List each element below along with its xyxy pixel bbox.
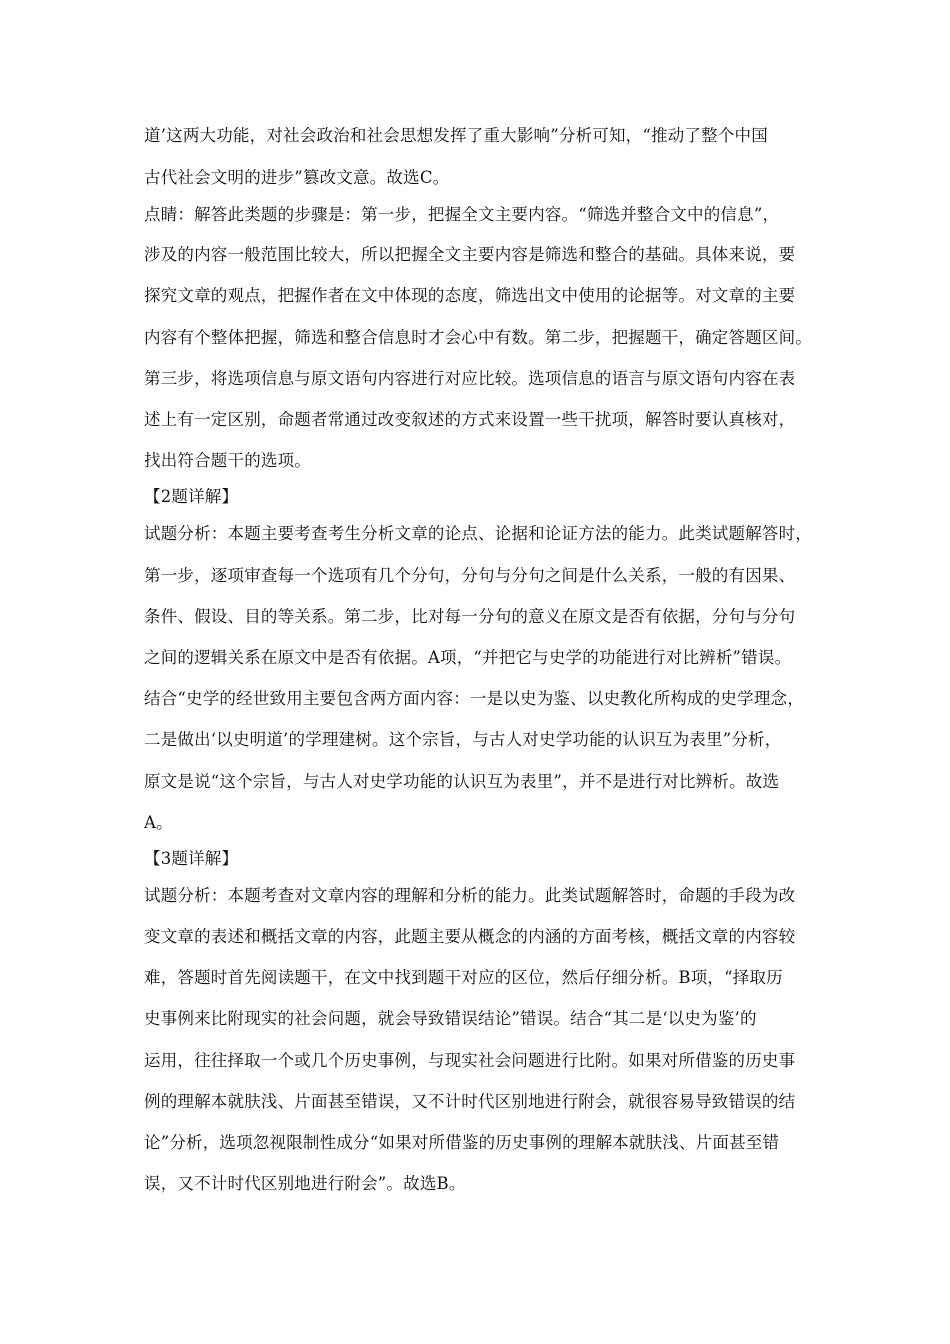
paragraph-line: 难，答题时首先阅读题干，在文中找到题干对应的区位，然后仔细分析。B项，“择取历 — [144, 968, 783, 987]
paragraph-line: 试题分析：本题主要考查考生分析文章的论点、论据和论证方法的能力。此类试题解答时， — [144, 524, 812, 543]
section-heading: 【3题详解】 — [144, 849, 239, 868]
paragraph-line: 找出符合题干的选项。 — [144, 451, 311, 470]
paragraph-line: 论”分析，选项忽视限制性成分“如果对所借鉴的历史事例的理解本就肤浅、片面甚至错 — [144, 1133, 780, 1152]
paragraph-line: 试题分析：本题考查对文章内容的理解和分析的能力。此类试题解答时，命题的手段为改 — [144, 886, 796, 905]
paragraph-line: 第三步，将选项信息与原文语句内容进行对应比较。选项信息的语言与原文语句内容在表 — [144, 369, 796, 388]
paragraph-line: 古代社会文明的进步”篡改文意。故选C。 — [144, 168, 450, 187]
paragraph-line: 内容有个整体把握，筛选和整合信息时才会心中有数。第二步，把握题干，确定答题区间。 — [144, 328, 812, 347]
paragraph-line: 探究文章的观点，把握作者在文中体现的态度，筛选出文中使用的论据等。对文章的主要 — [144, 286, 796, 305]
paragraph-line: 之间的逻辑关系在原文中是否有依据。A项，“并把它与史学的功能进行对比辨析”错误。 — [144, 648, 792, 667]
paragraph-line: 二是做出‘以史明道’的学理建树。这个宗旨，与古人对史学功能的认识互为表里”分析， — [144, 730, 782, 749]
paragraph-line: 道’这两大功能，对社会政治和社会思想发挥了重大影响”分析可知，“推动了整个中国 — [144, 126, 768, 145]
paragraph-line: 条件、假设、目的等关系。第二步，比对每一分句的意义在原文是否有依据，分句与分句 — [144, 607, 796, 626]
paragraph-line: 述上有一定区别，命题者常通过改变叙述的方式来设置一些干扰项，解答时要认真核对， — [144, 410, 796, 429]
paragraph-line: 例的理解本就肤浅、片面甚至错误，又不计时代区别地进行附会，就很容易导致错误的结 — [144, 1092, 796, 1111]
paragraph-line: 第一步，逐项审查每一个选项有几个分句，分句与分句之间是什么关系，一般的有因果、 — [144, 566, 796, 585]
paragraph-line: 误，又不计时代区别地进行附会”。故选B。 — [144, 1174, 466, 1193]
paragraph-line: 史事例来比附现实的社会问题，就会导致错误结论”错误。结合“其二是‘以史为鉴’的 — [144, 1009, 757, 1028]
section-heading: 【2题详解】 — [144, 487, 239, 506]
paragraph-line: 点睛：解答此类题的步骤是：第一步，把握全文主要内容。“筛选并整合文中的信息”， — [144, 205, 780, 224]
paragraph-line: 涉及的内容一般范围比较大，所以把握全文主要内容是筛选和整合的基础。具体来说，要 — [144, 245, 796, 264]
paragraph-line: A。 — [144, 813, 173, 832]
paragraph-line: 原文是说“这个宗旨，与古人对史学功能的认识互为表里”，并不是进行对比辨析。故选 — [144, 772, 780, 791]
paragraph-line: 结合“史学的经世致用主要包含两方面内容：一是以史为鉴、以史教化所构成的史学理念， — [144, 689, 804, 708]
paragraph-line: 变文章的表述和概括文章的内容，此题主要从概念的内涵的方面考核，概括文章的内容较 — [144, 927, 796, 946]
paragraph-line: 运用，往往择取一个或几个历史事例，与现实社会问题进行比附。如果对所借鉴的历史事 — [144, 1051, 796, 1070]
